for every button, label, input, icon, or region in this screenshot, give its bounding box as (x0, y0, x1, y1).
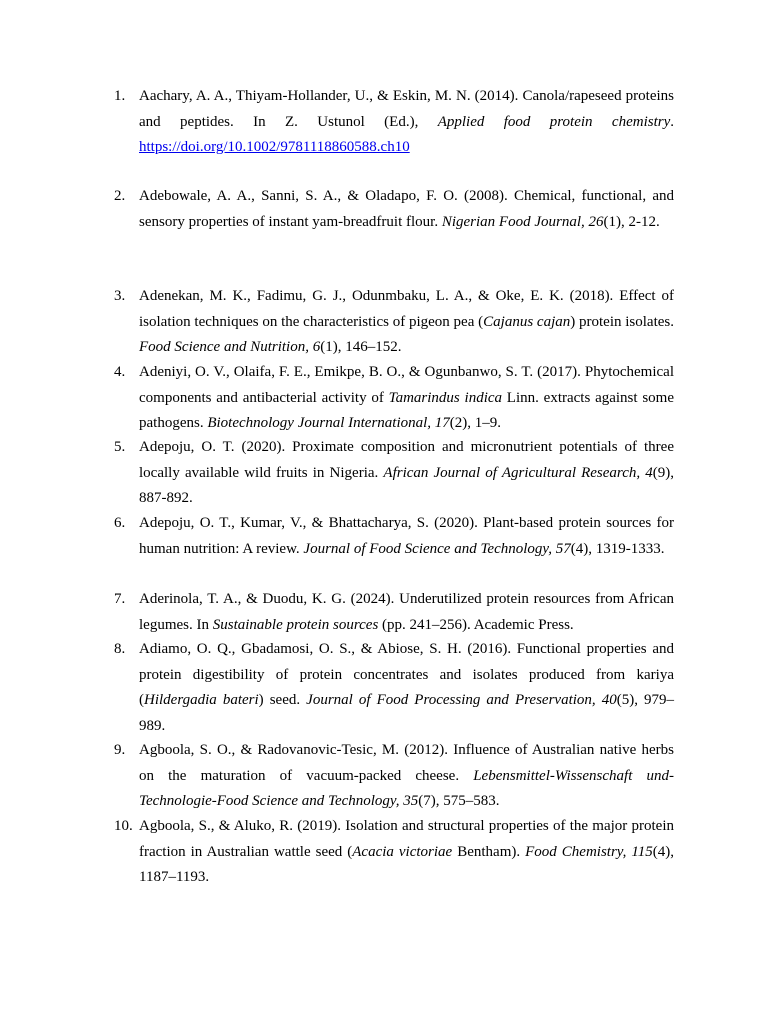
reference-text: Adepoju, O. T., Kumar, V., & Bhattacharya, S. (2020). Plant-based protein sources for human nutrition: A review. Journal of Food Science and Technology, 57(4), 1319-1333. (139, 515, 674, 557)
reference-text: Agboola, S., & Aluko, R. (2019). Isolation and structural properties of the major protein fraction in Australian wattle seed (Acacia victoriae Bentham). Food Chemistry, 115(4), 1187–1193. (139, 818, 675, 885)
reference-item (114, 284, 676, 361)
reference-item (114, 637, 676, 739)
reference-number: 5. (114, 439, 126, 455)
reference-number: 1. (114, 88, 126, 104)
reference-number: 2. (114, 188, 126, 204)
reference-number: 4. (114, 364, 126, 380)
reference-item (114, 814, 676, 891)
reference-number: 9. (114, 742, 126, 758)
reference-text: Aderinola, T. A., & Duodu, K. G. (2024). Underutilized protein resources from African legumes. In Sustainable protein sources (pp. 241–256). Academic Press. (139, 591, 674, 633)
reference-item (114, 84, 676, 161)
reference-text: Adeniyi, O. V., Olaifa, F. E., Emikpe, B. O., & Ogunbanwo, S. T. (2017). Phytochemical components and antibacterial activity of Tamarindus indica Linn. extracts against some pathogens. Biotechnology Journal International, 17(2), 1–9. (139, 364, 674, 431)
reference-item (114, 360, 676, 437)
reference-item (114, 587, 676, 638)
reference-number: 10. (114, 818, 133, 834)
reference-text: Adepoju, O. T. (2020). Proximate composition and micronutrient potentials of three locally available wild fruits in Nigeria. African Journal of Agricultural Research, 4(9), 887-892. (139, 439, 674, 506)
doi-link[interactable]: https://doi.org/10.1002/9781118860588.ch10 (139, 139, 410, 155)
reference-number: 8. (114, 641, 126, 657)
reference-item (114, 184, 676, 235)
reference-item (114, 435, 676, 512)
reference-text: Adenekan, M. K., Fadimu, G. J., Odunmbaku, L. A., & Oke, E. K. (2018). Effect of isolation techniques on the characteristics of pigeon pea (Cajanus cajan) protein isolates. Food Science and Nutrition, 6(1), 146–152. (139, 288, 674, 355)
reference-item (114, 738, 676, 815)
reference-number: 3. (114, 288, 126, 304)
reference-text: Adiamo, O. Q., Gbadamosi, O. S., & Abiose, S. H. (2016). Functional properties and protein digestibility of protein concentrates and isolates produced from kariya (Hildergadia bateri) seed. Journal of Food Processing and Preservation, 40(5), 979–989. (139, 641, 674, 734)
reference-number: 7. (114, 591, 126, 607)
reference-text: Adebowale, A. A., Sanni, S. A., & Oladapo, F. O. (2008). Chemical, functional, and sensory properties of instant yam-breadfruit flour. Nigerian Food Journal, 26(1), 2-12. (139, 188, 674, 230)
reference-text: Aachary, A. A., Thiyam-Hollander, U., & Eskin, M. N. (2014). Canola/rapeseed proteins and peptides. In Z. Ustunol (Ed.), Applied food protein chemistry. https://doi.org/10.1002/9781118860588.ch10 (139, 88, 674, 155)
reference-number: 6. (114, 515, 126, 531)
reference-item (114, 511, 676, 562)
reference-text: Agboola, S. O., & Radovanovic-Tesic, M. (2012). Influence of Australian native herbs on the maturation of vacuum-packed cheese. Lebensmittel-Wissenschaft und-Technologie-Food Science and Technology, 35(7), 575–583. (139, 742, 674, 809)
